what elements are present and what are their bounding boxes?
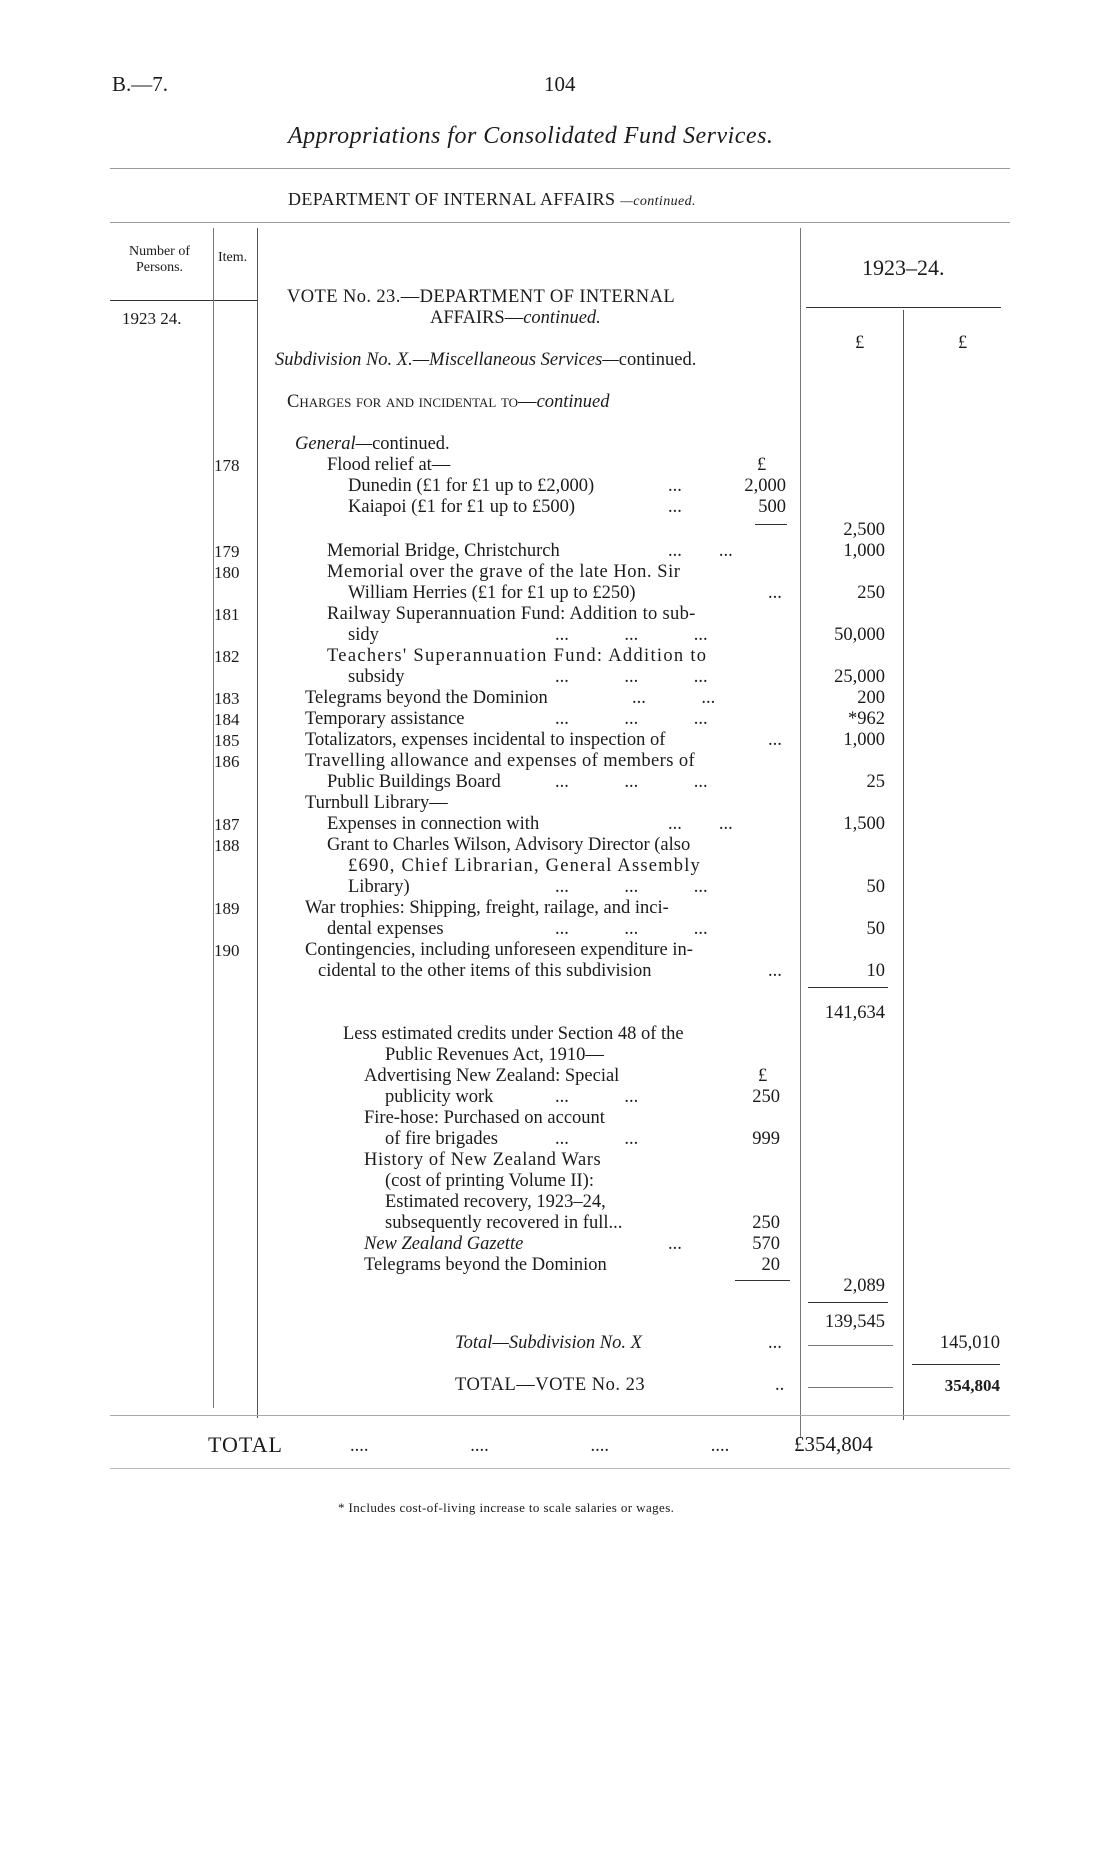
subdivision-rest: continued. [618,350,697,370]
total-vote-col1-rule [808,1387,893,1388]
department-name: DEPARTMENT OF INTERNAL AFFAIRS [288,189,616,209]
item-180-text2: William Herries (£1 for £1 up to £250) [348,583,636,603]
col-head-persons: Number of Persons. [128,244,191,275]
item-179-number: 179 [214,542,240,561]
grand-total-bottom-rule [110,1468,1010,1469]
credit-firehose-line1: Fire-hose: Purchased on account [364,1108,605,1128]
item-178-number: 178 [214,456,240,475]
dunedin-text: Dunedin (£1 for £1 up to £2,000) [348,476,595,496]
department-suffix: —continued. [620,194,696,209]
item-185-number: 185 [214,731,240,750]
grand-total-label: TOTAL [208,1432,283,1457]
item-181-amount: 50,000 [834,625,885,645]
total-vote-top-rule [912,1364,1000,1365]
item-189-number: 189 [214,899,240,918]
credits-heading1: Less estimated credits under Section 48 of the [343,1024,684,1044]
item-184-dots: ... ... ... [555,709,708,729]
kaiapoi-text: Kaiapoi (£1 for £1 up to £500) [348,497,576,517]
credit-advertising-dots: ... ... [555,1087,639,1107]
item-184-text: Temporary assistance [305,709,465,729]
item-179-text: Memorial Bridge, Christchurch [327,541,560,561]
total-subdivision-dots: ... [768,1333,782,1353]
credit-gazette-dots: ... [668,1234,682,1254]
kaiapoi-dots: ... [668,497,682,517]
item-186-amount: 25 [866,772,885,792]
item-186-dots: ... ... ... [555,772,708,792]
item-187-text: Expenses in connection with [327,814,540,834]
charges-text: Charges for and incidental to— [287,392,537,412]
item-180-amount: 250 [857,583,885,603]
item-189-text2: dental expenses [327,919,444,939]
item-178-pound: £ [757,455,767,475]
table-top-rule [110,222,1010,223]
total-subdivision-label: Total—Subdivision No. X [455,1333,642,1353]
page-number: 104 [544,72,576,96]
item-183-dots: ... ... [632,688,716,708]
item-184-number: 184 [214,710,240,729]
credit-history-line1: History of New Zealand Wars [364,1150,602,1170]
total-vote-amount: 354,804 [944,1376,1000,1395]
vote-line2-italic: continued. [523,308,601,328]
charges-heading [287,392,610,413]
item-185-dots: ... [768,730,782,750]
credit-advertising-line2: publicity work [385,1087,494,1107]
total-vote-label: TOTAL—VOTE No. 23 [455,1375,646,1395]
item-182-number: 182 [214,647,240,666]
credit-gazette-text: New Zealand Gazette [364,1234,524,1254]
credit-history-line4: subsequently recovered in full... [385,1213,623,1233]
grand-total-dots: .... .... .... .... [350,1436,730,1456]
item-182-text2: subsidy [348,667,405,687]
item-186-text1: Travelling allowance and expenses of members of [305,751,696,771]
vote-line2 [430,308,601,329]
item-181-dots: ... ... ... [555,625,708,645]
item-190-dots: ... [768,961,782,981]
item-185-amount: 1,000 [843,730,885,750]
subdivision-italic: Subdivision No. X.—Miscellaneous Services— [275,350,619,370]
item-187-dots: ... ... [668,814,733,834]
general-rest: continued. [372,434,450,454]
item-182-dots: ... ... ... [555,667,708,687]
credits-total: 2,089 [843,1276,885,1296]
grand-total-top-rule [110,1415,1010,1416]
credit-history-line3: Estimated recovery, 1923–24, [385,1192,606,1212]
total-subdivision-amount: 145,010 [939,1333,1000,1353]
flood-total: 2,500 [843,520,885,540]
item-188-number: 188 [214,836,240,855]
item-183-number: 183 [214,689,240,708]
item-180-number: 180 [214,563,240,582]
credit-firehose-dots: ... ... [555,1129,639,1149]
item-187-number: 187 [214,815,240,834]
page-title: Appropriations for Consolidated Fund Services. [288,123,774,149]
general-heading [295,434,450,455]
net-rule [808,1302,888,1303]
turnbull-heading: Turnbull Library— [305,793,448,813]
item-190-text1: Contingencies, including unforeseen expenditure in- [305,940,693,960]
item-189-amount: 50 [866,919,885,939]
item-189-text1: War trophies: Shipping, freight, railage, and inci- [305,898,669,918]
dunedin-amount: 2,000 [744,476,786,496]
item-189-dots: ... ... ... [555,919,708,939]
item-188-amount: 50 [866,877,885,897]
credits-pound: £ [758,1066,768,1086]
item-188-text1: Grant to Charles Wilson, Advisory Director (also [327,835,691,855]
flood-subrule [755,524,787,525]
item-188-text2: £690, Chief Librarian, General Assembly [348,856,701,876]
credit-advertising-line1: Advertising New Zealand: Special [364,1066,620,1086]
item-181-text1: Railway Superannuation Fund: Addition to sub- [327,604,696,624]
vote-line2-text: AFFAIRS— [430,308,524,328]
item-188-text3: Library) [348,877,410,897]
total-subdivision-col1-rule [808,1345,893,1346]
subtotal-amount: 141,634 [824,1003,885,1023]
item-185-text: Totalizators, expenses incidental to inspection of [305,730,666,750]
item-178-text: Flood relief at— [327,455,451,475]
credit-advertising-amount: 250 [752,1087,780,1107]
credit-firehose-line2: of fire brigades [385,1129,499,1149]
credit-gazette-amount: 570 [752,1234,780,1254]
col-head-rule-left [110,300,258,301]
subdivision-heading [275,350,696,371]
net-amount: 139,545 [824,1312,885,1332]
item-188-dots: ... ... ... [555,877,708,897]
col-head-item: Item. [218,250,248,265]
total-vote-dots: .. [775,1375,785,1395]
header-rule [110,168,1010,169]
credits-heading2: Public Revenues Act, 1910— [385,1045,604,1065]
grand-total-amount: £354,804 [794,1432,873,1456]
item-182-amount: 25,000 [834,667,885,687]
year-heading: 1923–24. [862,255,945,280]
item-181-number: 181 [214,605,240,624]
item-181-text2: sidy [348,625,379,645]
subtotal-rule [808,987,888,988]
item-180-dots: ... [768,583,782,603]
year-rule [806,307,1001,308]
general-italic: General— [295,434,373,454]
item-190-number: 190 [214,941,240,960]
kaiapoi-amount: 500 [758,497,786,517]
item-182-text1: Teachers' Superannuation Fund: Addition to [327,646,708,666]
department-heading [288,189,696,212]
item-183-text: Telegrams beyond the Dominion [305,688,548,708]
document-code: B.—7. [112,72,169,96]
credit-firehose-amount: 999 [752,1129,780,1149]
pound-col1: £ [855,333,865,353]
credit-history-amount: 250 [752,1213,780,1233]
credits-rule [735,1280,790,1281]
item-187-amount: 1,500 [843,814,885,834]
footnote: * Includes cost-of-living increase to scale salaries or wages. [338,1500,675,1515]
item-186-number: 186 [214,752,240,771]
item-184-amount: *962 [848,709,885,729]
item-179-amount: 1,000 [843,541,885,561]
dunedin-dots: ... [668,476,682,496]
credit-history-line2: (cost of printing Volume II): [385,1171,594,1191]
charges-italic: continued [536,392,610,412]
item-183-amount: 200 [857,688,885,708]
year-row-label: 1923 24. [122,309,182,328]
pound-col2: £ [958,333,968,353]
credit-telegrams-amount: 20 [761,1255,780,1275]
rule-item-text [257,228,258,1418]
vote-line1: VOTE No. 23.—DEPARTMENT OF INTERNAL [287,287,676,307]
credit-telegrams-text: Telegrams beyond the Dominion [364,1255,607,1275]
item-190-text2: cidental to the other items of this subdivision [318,961,652,981]
item-179-dots: ... ... [668,541,733,561]
item-190-amount: 10 [866,961,885,981]
rule-col1-col2 [903,310,904,1420]
item-180-text1: Memorial over the grave of the late Hon. Sir [327,562,681,582]
item-186-text2: Public Buildings Board [327,772,501,792]
